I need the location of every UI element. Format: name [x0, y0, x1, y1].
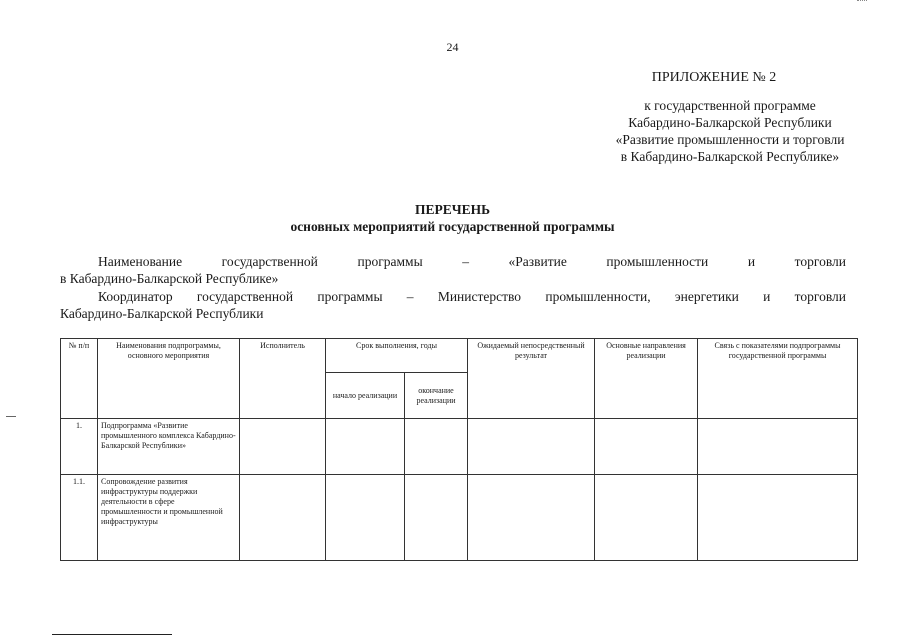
- activities-table: [60, 338, 858, 561]
- row-executor: [240, 475, 326, 561]
- appendix-reference: [560, 97, 900, 165]
- row-num: 1.1.: [61, 475, 98, 561]
- table-row: [61, 475, 858, 561]
- appendix-line: Кабардино-Балкарской Республики: [628, 115, 832, 130]
- row-num: 1.: [61, 419, 98, 475]
- row-name: Подпрограмма «Развитие промышленного комплекса Кабардино-Балкарской Республики»: [98, 419, 240, 475]
- row-end: [405, 475, 468, 561]
- row-executor: [240, 419, 326, 475]
- appendix-line: к государственной программе: [644, 98, 816, 113]
- table-row: [61, 419, 858, 475]
- row-result: [468, 419, 595, 475]
- header-link: Связь с показателями подпрограммы государственной программы: [698, 339, 858, 419]
- header-directions: Основные направления реализации: [595, 339, 698, 419]
- header-executor: Исполнитель: [240, 339, 326, 419]
- page-number: 24: [446, 40, 459, 54]
- list-subheading: основных мероприятий государственной программы: [290, 219, 615, 234]
- row-result: [468, 475, 595, 561]
- row-directions: [595, 419, 698, 475]
- header-name: Наименования подпрограммы, основного мероприятия: [98, 339, 240, 419]
- list-heading: ПЕРЕЧЕНЬ: [414, 202, 491, 217]
- row-start: [326, 475, 405, 561]
- row-link: [698, 475, 858, 561]
- header-term: Срок выполнения, годы: [326, 339, 468, 373]
- row-name: Сопровождение развития инфраструктуры поддержки деятельности в сфере промышленности и промышленной инфраструктуры: [98, 475, 240, 561]
- coordinator-line1: Координатор государственной программы – Министерство промышленности, энергетики и торговли: [98, 289, 846, 304]
- appendix-title: ПРИЛОЖЕНИЕ № 2: [651, 70, 777, 85]
- program-name-line1: Наименование государственной программы – «Развитие промышленности и торговли: [98, 254, 846, 269]
- header-end: окончание реализации: [405, 373, 468, 419]
- appendix-line: в Кабардино-Балкарской Республике»: [620, 149, 840, 164]
- header-start: начало реализации: [326, 373, 405, 419]
- row-directions: [595, 475, 698, 561]
- row-link: [698, 419, 858, 475]
- program-name-line2: в Кабардино-Балкарской Республике»: [60, 271, 279, 286]
- header-result: Ожидаемый непосредственный результат: [468, 339, 595, 419]
- row-end: [405, 419, 468, 475]
- header-num: № п/п: [61, 339, 98, 419]
- row-start: [326, 419, 405, 475]
- margin-mark: [6, 416, 16, 417]
- coordinator-line2: Кабардино-Балкарской Республики: [60, 306, 264, 321]
- scan-corner-mark: [857, 0, 867, 3]
- table-header-row: [61, 339, 858, 373]
- footnote-rule: [52, 634, 172, 635]
- appendix-line: «Развитие промышленности и торговли: [615, 132, 845, 147]
